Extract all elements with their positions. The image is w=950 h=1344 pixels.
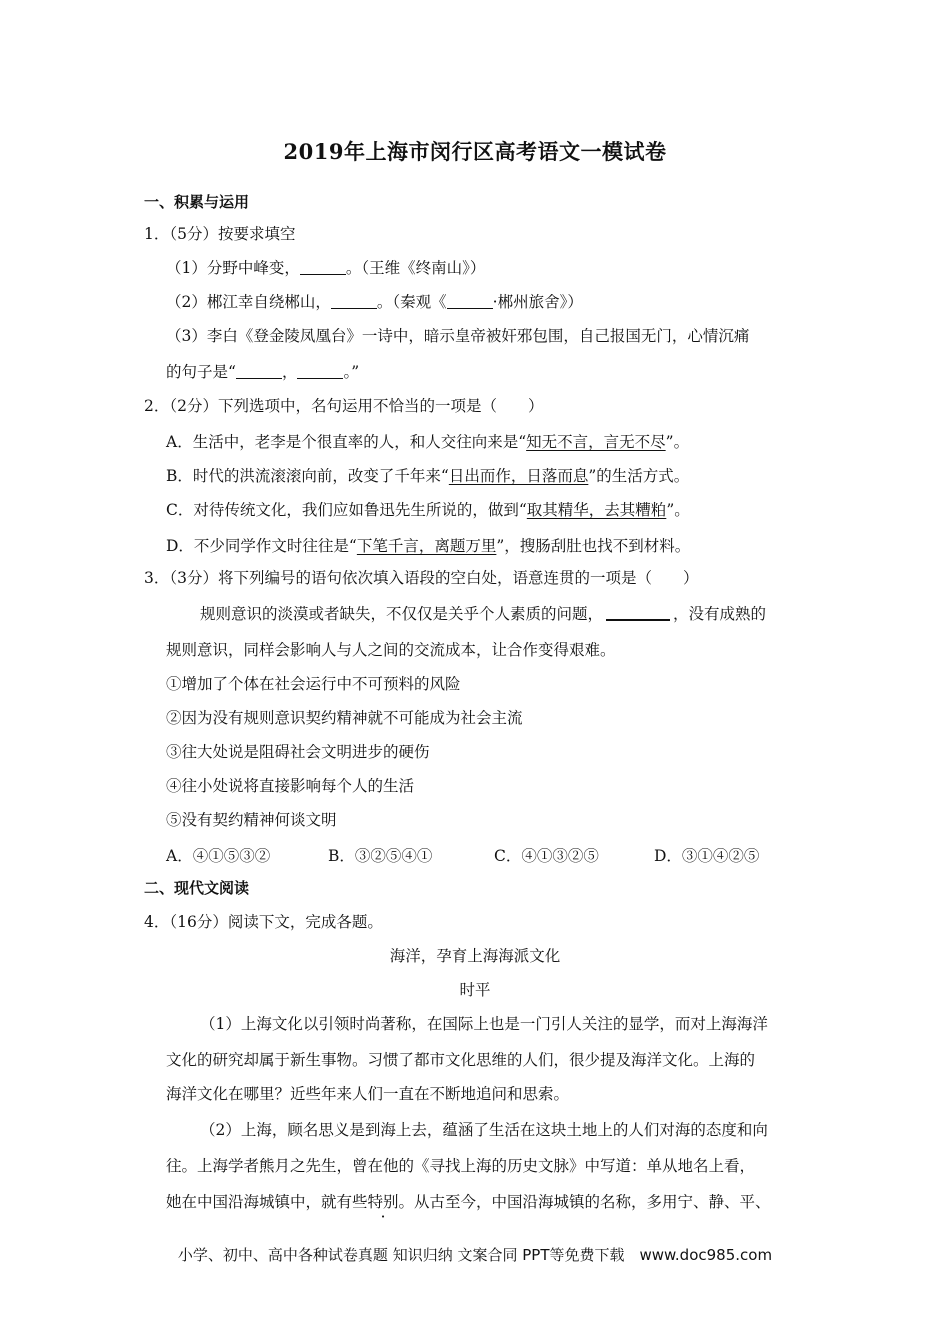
option-text: D．不少同学作文时往往是“ — [166, 537, 357, 555]
page-title: 2019年上海市闵行区高考语文一模试卷 — [283, 139, 667, 164]
answer-blank — [606, 605, 670, 621]
q1-text: 。（王维《终南山》） — [345, 259, 486, 277]
option-text: ”。 — [666, 501, 690, 519]
underlined-quote: 日出而作，日落而息 — [448, 467, 589, 485]
underlined-quote: 知无不言，言无不尽 — [526, 433, 666, 451]
passage-text: 规则意识的淡漠或者缺失，不仅仅是关乎个人素质的问题， — [200, 605, 604, 623]
question-3-item-5: ⑤没有契约精神何谈文明 — [166, 811, 337, 829]
option-text: C．对待传统文化，我们应如鲁迅先生所说的，做到“ — [166, 501, 527, 519]
question-2-option-d — [166, 536, 690, 556]
answer-blank — [236, 364, 282, 379]
page-footer: 小学、初中、高中各种试卷真题 知识归纳 文案合同 PPT等免费下载 www.doc985.com — [177, 1246, 773, 1264]
question-3-item-2: ②因为没有规则意识契约精神就不可能成为社会主流 — [166, 709, 523, 727]
article-text: 她在中国沿海城镇中，就有些 — [166, 1193, 368, 1211]
q1-text: 。” — [343, 363, 360, 381]
question-3-item-3: ③往大处说是阻碍社会文明进步的硬伤 — [166, 743, 430, 761]
question-2-heading: 2．（2分）下列选项中，名句运用不恰当的一项是（ ） — [144, 397, 544, 415]
article-paragraph-2-line-1: （2）上海，顾名思义是到海上去，蕴涵了生活在这块土地上的人们对海的态度和向 — [200, 1121, 768, 1139]
answer-blank — [331, 294, 377, 309]
option-text: ”的生活方式。 — [588, 467, 690, 485]
section-heading-1: 一、积累与运用 — [144, 193, 250, 211]
question-2-option-c — [166, 500, 690, 520]
question-2-option-b — [166, 466, 689, 486]
q1-text: ， — [281, 363, 298, 381]
article-paragraph-1-line-3: 海洋文化在哪里？近些年来人们一直在不断地追问和思索。 — [166, 1085, 570, 1103]
question-3-heading: 3．（3分）将下列编号的语句依次填入语段的空白处，语意连贯的一项是（ ） — [144, 569, 699, 587]
question-3-passage-line-2: 规则意识，同样会影响人与人之间的交流成本，让合作变得艰难。 — [166, 641, 616, 659]
underlined-quote: 取其精华，去其糟粕 — [526, 501, 667, 519]
article-paragraph-2-line-2: 往。上海学者熊月之先生，曾在他的《寻找上海的历史文脉》中写道：单从地名上看， — [166, 1157, 756, 1175]
question-1-line-1 — [166, 258, 485, 278]
question-1-line-4 — [166, 362, 359, 382]
option-text: B．时代的洪流滚滚向前，改变了千年来“ — [166, 467, 449, 485]
question-3-item-4: ④往小处说将直接影响每个人的生活 — [166, 777, 415, 795]
answer-blank — [300, 260, 346, 275]
question-2-option-a — [166, 432, 689, 452]
q1-text: 。（秦观《 — [376, 293, 447, 311]
answer-blank — [297, 364, 343, 379]
article-title: 海洋，孕育上海海派文化 — [389, 947, 561, 965]
option-text: A．生活中，老李是个很直率的人，和人交往向来是“ — [166, 433, 527, 451]
passage-text: ，没有成熟的 — [673, 605, 767, 623]
article-paragraph-1-line-1: （1）上海文化以引领时尚著称，在国际上也是一门引人关注的显学，而对上海海洋 — [200, 1015, 768, 1033]
emphasized-text: 特别 — [367, 1193, 399, 1211]
question-1-line-3: （3）李白《登金陵凤凰台》一诗中，暗示皇帝被奸邪包围，自己报国无门，心情沉痛 — [166, 327, 750, 345]
question-1-line-2 — [166, 292, 583, 312]
article-paragraph-1-line-2: 文化的研究却属于新生事物。习惯了都市文化思维的人们，很少提及海洋文化。上海的 — [166, 1051, 756, 1069]
q1-text: 的句子是“ — [166, 363, 236, 381]
article-text: 。从古至今，中国沿海城镇的名称，多用宁、静、平、 — [398, 1193, 771, 1211]
question-3-passage-line-1 — [200, 604, 766, 624]
question-1-heading: 1．（5分）按要求填空 — [144, 225, 296, 243]
article-paragraph-2-line-3 — [166, 1192, 771, 1212]
q1-text: ·郴州旅舍》） — [492, 293, 583, 311]
q1-text: （1）分野中峰变， — [166, 259, 300, 277]
article-author: 时平 — [459, 981, 491, 999]
section-heading-2: 二、现代文阅读 — [144, 879, 250, 897]
question-3-option-d: D．③①④②⑤ — [654, 847, 760, 865]
question-3-option-a: A．④①⑤③② — [166, 847, 271, 865]
underlined-quote: 下笔千言，离题万里 — [356, 537, 497, 555]
option-text: ”。 — [665, 433, 690, 451]
question-3-option-c: C．④①③②⑤ — [494, 847, 599, 865]
answer-blank — [447, 294, 493, 309]
option-text: ”，搜肠刮肚也找不到材料。 — [496, 537, 691, 555]
question-4-heading: 4．（16分）阅读下文，完成各题。 — [144, 913, 383, 931]
question-3-item-1: ①增加了个体在社会运行中不可预料的风险 — [166, 675, 461, 693]
question-3-option-b: B．③②⑤④① — [328, 847, 433, 865]
q1-text: （2）郴江幸自绕郴山， — [166, 293, 331, 311]
